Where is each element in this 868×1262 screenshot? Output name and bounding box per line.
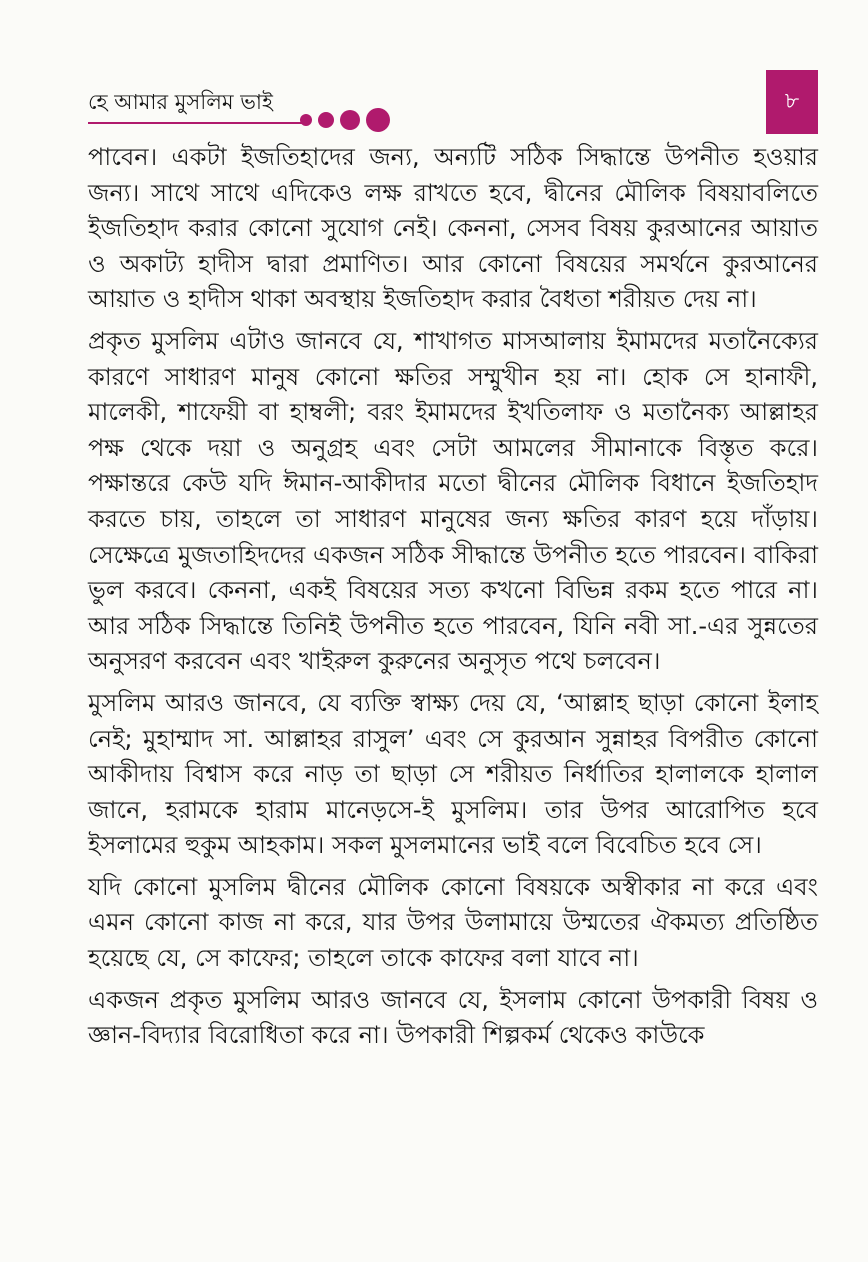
paragraph: পাবেন। একটা ইজতিহাদের জন্য, অন্যটি সঠিক সিদ্ধান্তে উপনীত হওয়ার জন্য। সাথে সাথে এদিকেও লক্ষ রাখতে হবে, দ্বীনের মৌলিক বিষয়াবলিতে ইজতিহাদ করার কোনো সুযোগ নেই। কেননা, সেসব বিষয় কুরআনের আয়াত ও অকাট্য হাদীস দ্বারা প্রমাণিত। আর কোনো বিষয়ের সমর্থনে কুরআনের আয়াত ও হাদীস থাকা অবস্থায় ইজতিহাদ করার বৈধতা শরীয়ত দেয় না।	[88, 143, 818, 314]
page-number: ৮	[784, 88, 800, 114]
body-text	[88, 140, 818, 1054]
running-header-title: হে আমার মুসলিম ভাই	[88, 90, 273, 114]
page-number-tab	[766, 70, 818, 134]
ornament-dot	[300, 114, 312, 126]
header-underline	[88, 122, 306, 124]
ornament-dot	[318, 112, 334, 128]
ornament-dot	[366, 108, 390, 132]
paragraph: প্রকৃত মুসলিম এটাও জানবে যে, শাখাগত মাসআলায় ইমামদের মতানৈক্যের কারণে সাধারণ মানুষ কোনো ক্ষতির সম্মুখীন হয় না। হোক সে হানাফী, মালেকী, শাফেয়ী বা হাম্বলী; বরং ইমামদের ইখতিলাফ ও মতানৈক্য আল্লাহর পক্ষ থেকে দয়া ও অনুগ্রহ এবং সেটা আমলের সীমানাকে বিস্তৃত করে। পক্ষান্তরে কেউ যদি ঈমান-আকীদার মতো দ্বীনের মৌলিক বিধানে ইজতিহাদ করতে চায়, তাহলে তা সাধারণ মানুষের জন্য ক্ষতির কারণ হয়ে দাঁড়ায়। সেক্ষেত্রে মুজতাহিদদের একজন সঠিক সীদ্ধান্তে উপনীত হতে পারবেন। বাকিরা ভুল করবে। কেননা, একই বিষয়ের সত্য কখনো বিভিন্ন রকম হতে পারে না। আর সঠিক সিদ্ধান্তে তিনিই উপনীত হতে পারবেন, যিনি নবী সা.-এর সুন্নতের অনুসরণ করবেন এবং খাইরুল কুরুনের অনুসৃত পথে চলবেন।	[88, 326, 818, 676]
header-dots-ornament	[300, 108, 390, 132]
paragraph: মুসলিম আরও জানবে, যে ব্যক্তি স্বাক্ষ্য দেয় যে, ‘আল্লাহ ছাড়া কোনো ইলাহ নেই; মুহাম্মাদ সা. আল্লাহর রাসুল’ এবং সে কুরআন সুন্নাহর বিপরীত কোনো আকীদায় বিশ্বাস করে নাড় তা ছাড়া সে শরীয়ত নির্ধাতির হালালকে হালাল জানে, হরামকে হারাম মানেড়সে-ই মুসলিম। তার উপর আরোপিত হবে ইসলামের হুকুম আহকাম। সকল মুসলমানের ভাই বলে বিবেচিত হবে সে।	[88, 688, 818, 860]
ornament-dot	[340, 110, 360, 130]
paragraph: যদি কোনো মুসলিম দ্বীনের মৌলিক কোনো বিষয়কে অস্বীকার না করে এবং এমন কোনো কাজ না করে, যার উপর উলামায়ে উম্মতের ঐকমত্য প্রতিষ্ঠিত হয়েছে যে, সে কাফের; তাহলে তাকে কাফের বলা যাবে না।	[88, 872, 818, 973]
paragraph: একজন প্রকৃত মুসলিম আরও জানবে যে, ইসলাম কোনো উপকারী বিষয় ও জ্ঞান-বিদ্যার বিরোধিতা করে না। উপকারী শিল্পকর্ম থেকেও কাউকে	[88, 985, 818, 1050]
